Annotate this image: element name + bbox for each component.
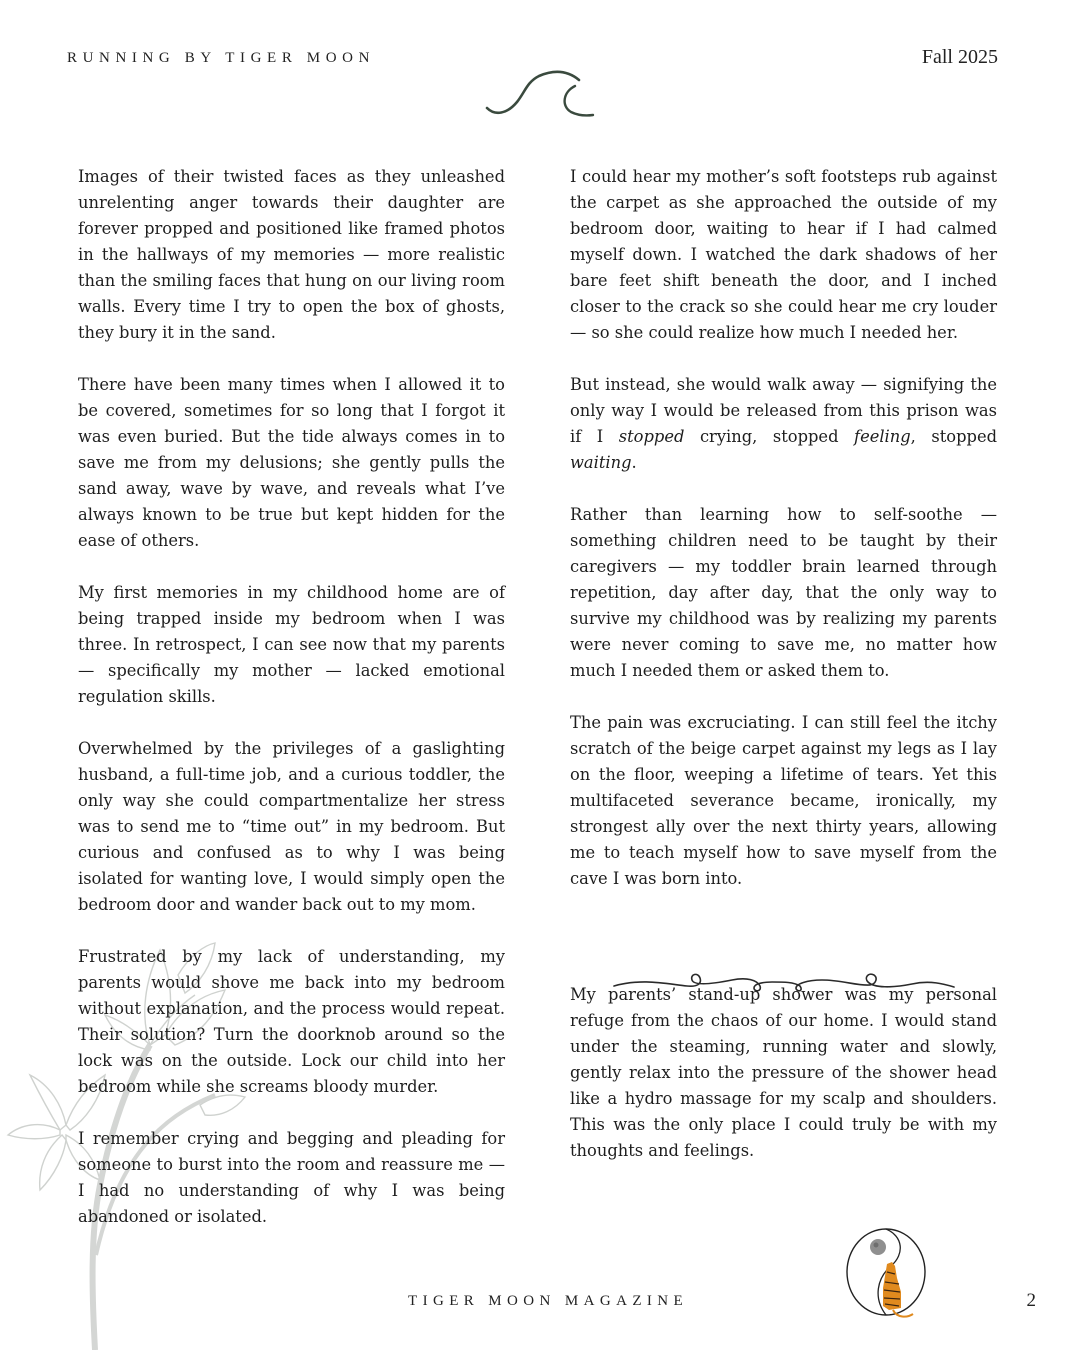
paragraph: Frustrated by my lack of understanding, my parents would shove me back into my bedroom without explanation, and the process would repeat. Their solution? Turn the doorknob around so the lock was on the outside. Lock our child into her bedroom while she screams bloody murder. bbox=[78, 947, 505, 1096]
flourish-divider-icon bbox=[612, 966, 956, 998]
text-run: But instead, she would walk away — signifying the only way I would be released from this prison was if I bbox=[570, 375, 997, 446]
emphasis: waiting bbox=[570, 453, 632, 472]
magazine-title: TIGER MOON MAGAZINE bbox=[408, 1293, 689, 1309]
paragraph: Images of their twisted faces as they unleashed unrelenting anger towards their daughter are forever propped and positioned like framed photos in the hallways of my memories — more realistic than the smiling faces that hung on our living room walls. Every time I try to open the box of ghosts, they bury it in the sand. bbox=[78, 167, 505, 342]
tiger-moon-logo-icon bbox=[843, 1226, 933, 1322]
paragraph: Rather than learning how to self-soothe — something children need to be taught by their caregivers — my toddler brain learned through repetition, day after day, that the only way to survive my childhood was by realizing my parents were never coming to save me, no matter how much I needed them or asked them to. bbox=[570, 505, 997, 680]
wave-icon bbox=[483, 66, 597, 120]
issue-label: Fall 2025 bbox=[921, 46, 998, 68]
left-column bbox=[78, 164, 505, 1256]
running-head: RUNNING BY TIGER MOON bbox=[67, 50, 376, 66]
paragraph: The pain was excruciating. I can still feel the itchy scratch of the beige carpet against my legs as I lay on the floor, weeping a lifetime of tears. Yet this multifaceted severance became, ironically, my strongest ally over the next thirty years, allowing me to teach myself how to save myself from the cave I was born into. bbox=[570, 713, 997, 888]
text-run: . bbox=[631, 453, 637, 472]
paragraph: I could hear my mother’s soft footsteps rub against the carpet as she approached the outside of my bedroom door, waiting to hear if I had calmed myself down. I watched the dark shadows of her bare feet shift beneath the door, and I inched closer to the crack so she could hear me cry louder — so she could realize how much I needed her. bbox=[570, 167, 997, 342]
paragraph bbox=[570, 372, 997, 476]
paragraph: My parents’ stand-up shower was my personal refuge from the chaos of our home. I would stand under the steaming, running water and slowly, gently relax into the pressure of the shower head like a hydro massage for my scalp and shoulders. This was the only place I could truly be with my thoughts and feelings. bbox=[570, 985, 997, 1160]
text-run: , stopped bbox=[910, 427, 998, 446]
paragraph: Overwhelmed by the privileges of a gaslighting husband, a full-time job, and a curious toddler, the only way she could compartmentalize her stress was to send me to “time out” in my bedroom. But curious and confused as to why I was being isolated for wanting love, I would simply open the bedroom door and wander back out to my mom. bbox=[78, 739, 505, 914]
right-column bbox=[570, 164, 997, 1190]
emphasis: stopped bbox=[618, 427, 685, 446]
page-number: 2 bbox=[1026, 1290, 1036, 1311]
emphasis: feeling bbox=[854, 427, 911, 446]
paragraph: I remember crying and begging and pleading for someone to burst into the room and reassure me — I had no understanding of why I was being abandoned or isolated. bbox=[78, 1129, 505, 1226]
paragraph: My first memories in my childhood home are of being trapped inside my bedroom when I was three. In retrospect, I can see now that my parents — specifically my mother — lacked emotional regulation skills. bbox=[78, 583, 505, 706]
text-run: crying, stopped bbox=[684, 427, 855, 446]
paragraph: There have been many times when I allowed it to be covered, sometimes for so long that I forgot it was even buried. But the tide always comes in to save me from my delusions; she gently pulls the sand away, wave by wave, and reveals what I’ve always known to be true but kept hidden for the ease of others. bbox=[78, 375, 505, 550]
